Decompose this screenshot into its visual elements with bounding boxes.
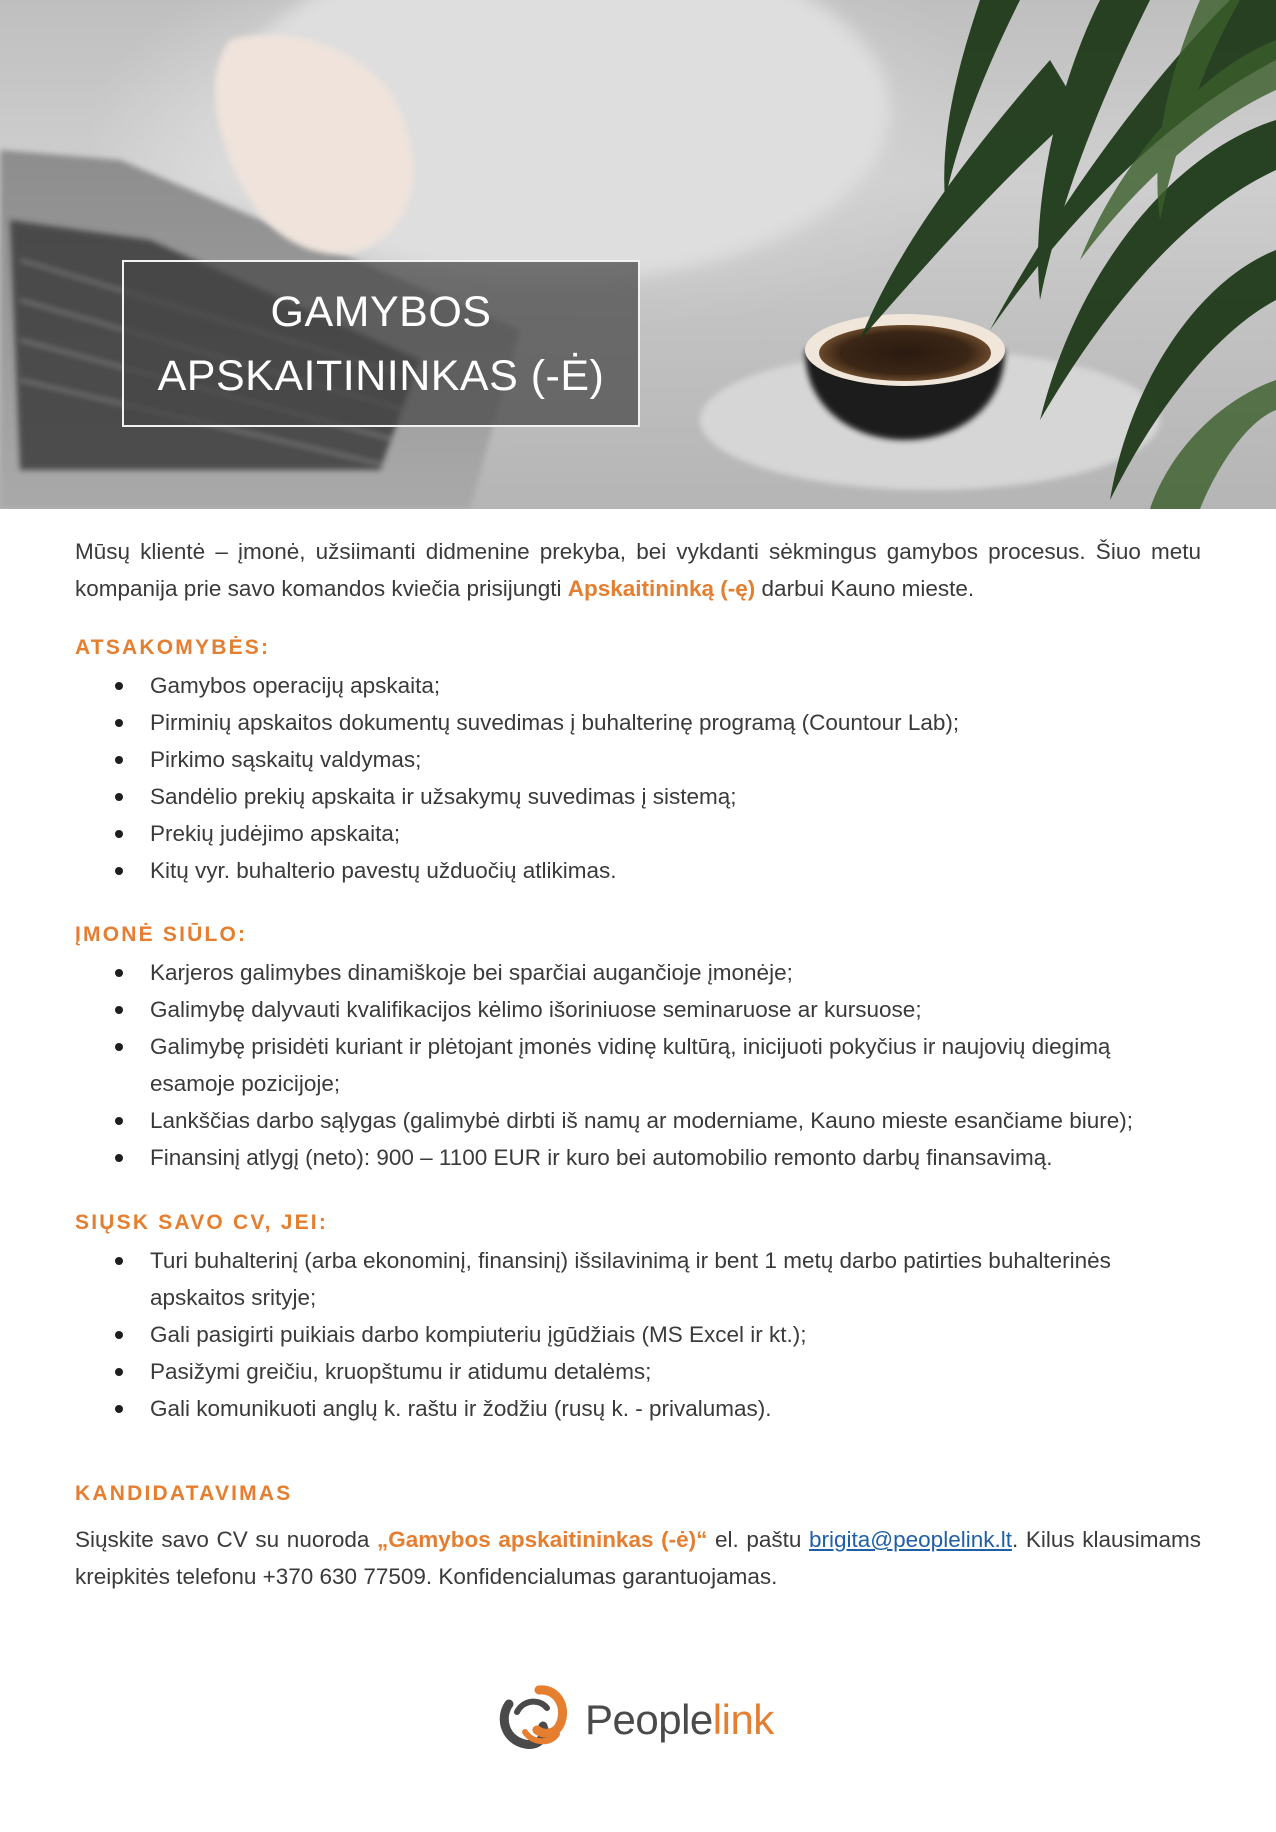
- peoplelink-logo: [495, 1680, 785, 1760]
- requirements-list: [75, 1242, 1201, 1427]
- section-responsibilities: [75, 633, 1201, 889]
- section-heading: KANDIDATAVIMAS: [75, 1482, 293, 1505]
- list-item: Pasižymi greičiu, kruopštumu ir atidumu detalėms;: [75, 1353, 1201, 1390]
- section-offer: [75, 920, 1201, 1176]
- list-item: Galimybę dalyvauti kvalifikacijos kėlimo išoriniuose seminaruose ar kursuose;: [75, 991, 1201, 1028]
- section-heading: ATSAKOMYBĖS:: [75, 636, 271, 659]
- job-title-line-1: GAMYBOS: [270, 287, 492, 336]
- list-item: Karjeros galimybes dinamiškoje bei sparčiai augančioje įmonėje;: [75, 954, 1201, 991]
- section-apply: [75, 1479, 1201, 1595]
- apply-text-middle: el. paštu: [707, 1527, 810, 1552]
- list-item: Gali pasigirti puikiais darbo kompiuteriu įgūdžiais (MS Excel ir kt.);: [75, 1316, 1201, 1353]
- intro-text: Mūsų klientė – įmonė, užsiimanti didmenine prekyba, bei vykdanti sėkmingus gamybos procesus. Šiuo metu kompanija prie savo komandos kviečia prisijungti: [75, 539, 1201, 601]
- peoplelink-logo-icon: [495, 1682, 571, 1758]
- list-item: Finansinį atlygį (neto): 900 – 1100 EUR ir kuro bei automobilio remonto darbų finansavimą.: [75, 1139, 1201, 1176]
- job-title-line-2: APSKAITININKAS (-Ė): [157, 351, 605, 400]
- list-item: Gamybos operacijų apskaita;: [75, 667, 1201, 704]
- list-item: Pirkimo sąskaitų valdymas;: [75, 741, 1201, 778]
- logo-wordmark: [585, 1696, 774, 1744]
- job-title-box: [122, 260, 640, 427]
- apply-text: Siųskite savo CV su nuoroda: [75, 1527, 377, 1552]
- list-item: Gali komunikuoti anglų k. raštu ir žodžiu (rusų k. - privalumas).: [75, 1390, 1201, 1427]
- apply-paragraph: [75, 1521, 1201, 1595]
- section-heading: SIŲSK SAVO CV, JEI:: [75, 1211, 329, 1234]
- responsibilities-list: [75, 667, 1201, 889]
- list-item: Galimybę prisidėti kuriant ir plėtojant įmonės vidinę kultūrą, inicijuoti pokyčius ir naujovių diegimą esamoje pozicijoje;: [75, 1028, 1201, 1102]
- intro-paragraph: [75, 533, 1201, 607]
- hero-photo: [0, 0, 1276, 509]
- intro-text-end: darbui Kauno mieste.: [755, 576, 975, 601]
- list-item: Kitų vyr. buhalterio pavestų užduočių atlikimas.: [75, 852, 1201, 889]
- section-requirements: [75, 1208, 1201, 1427]
- list-item: Prekių judėjimo apskaita;: [75, 815, 1201, 852]
- email-link[interactable]: brigita@peoplelink.lt: [809, 1527, 1012, 1552]
- job-description: [75, 533, 1201, 1595]
- intro-highlight: Apskaitininką (-ę): [567, 576, 756, 601]
- list-item: Lankščias darbo sąlygas (galimybė dirbti iš namų ar moderniame, Kauno mieste esančiame biure);: [75, 1102, 1201, 1139]
- hero-banner: [0, 0, 1276, 509]
- apply-reference: „Gamybos apskaitininkas (-ė)“: [377, 1527, 708, 1552]
- offer-list: [75, 954, 1201, 1176]
- logo-text-people: People: [585, 1696, 713, 1743]
- logo-text-link: link: [712, 1696, 774, 1743]
- list-item: Sandėlio prekių apskaita ir užsakymų suvedimas į sistemą;: [75, 778, 1201, 815]
- list-item: Pirminių apskaitos dokumentų suvedimas į buhalterinę programą (Countour Lab);: [75, 704, 1201, 741]
- list-item: Turi buhalterinį (arba ekonominį, finansinį) išsilavinimą ir bent 1 metų darbo patirties buhalterinės apskaitos srityje;: [75, 1242, 1201, 1316]
- section-heading: ĮMONĖ SIŪLO:: [75, 923, 248, 946]
- apply-text-end: . Kilus klausimams kreipkitės telefonu +370 630 77509. Konfidencialumas garantuojamas.: [75, 1527, 1201, 1589]
